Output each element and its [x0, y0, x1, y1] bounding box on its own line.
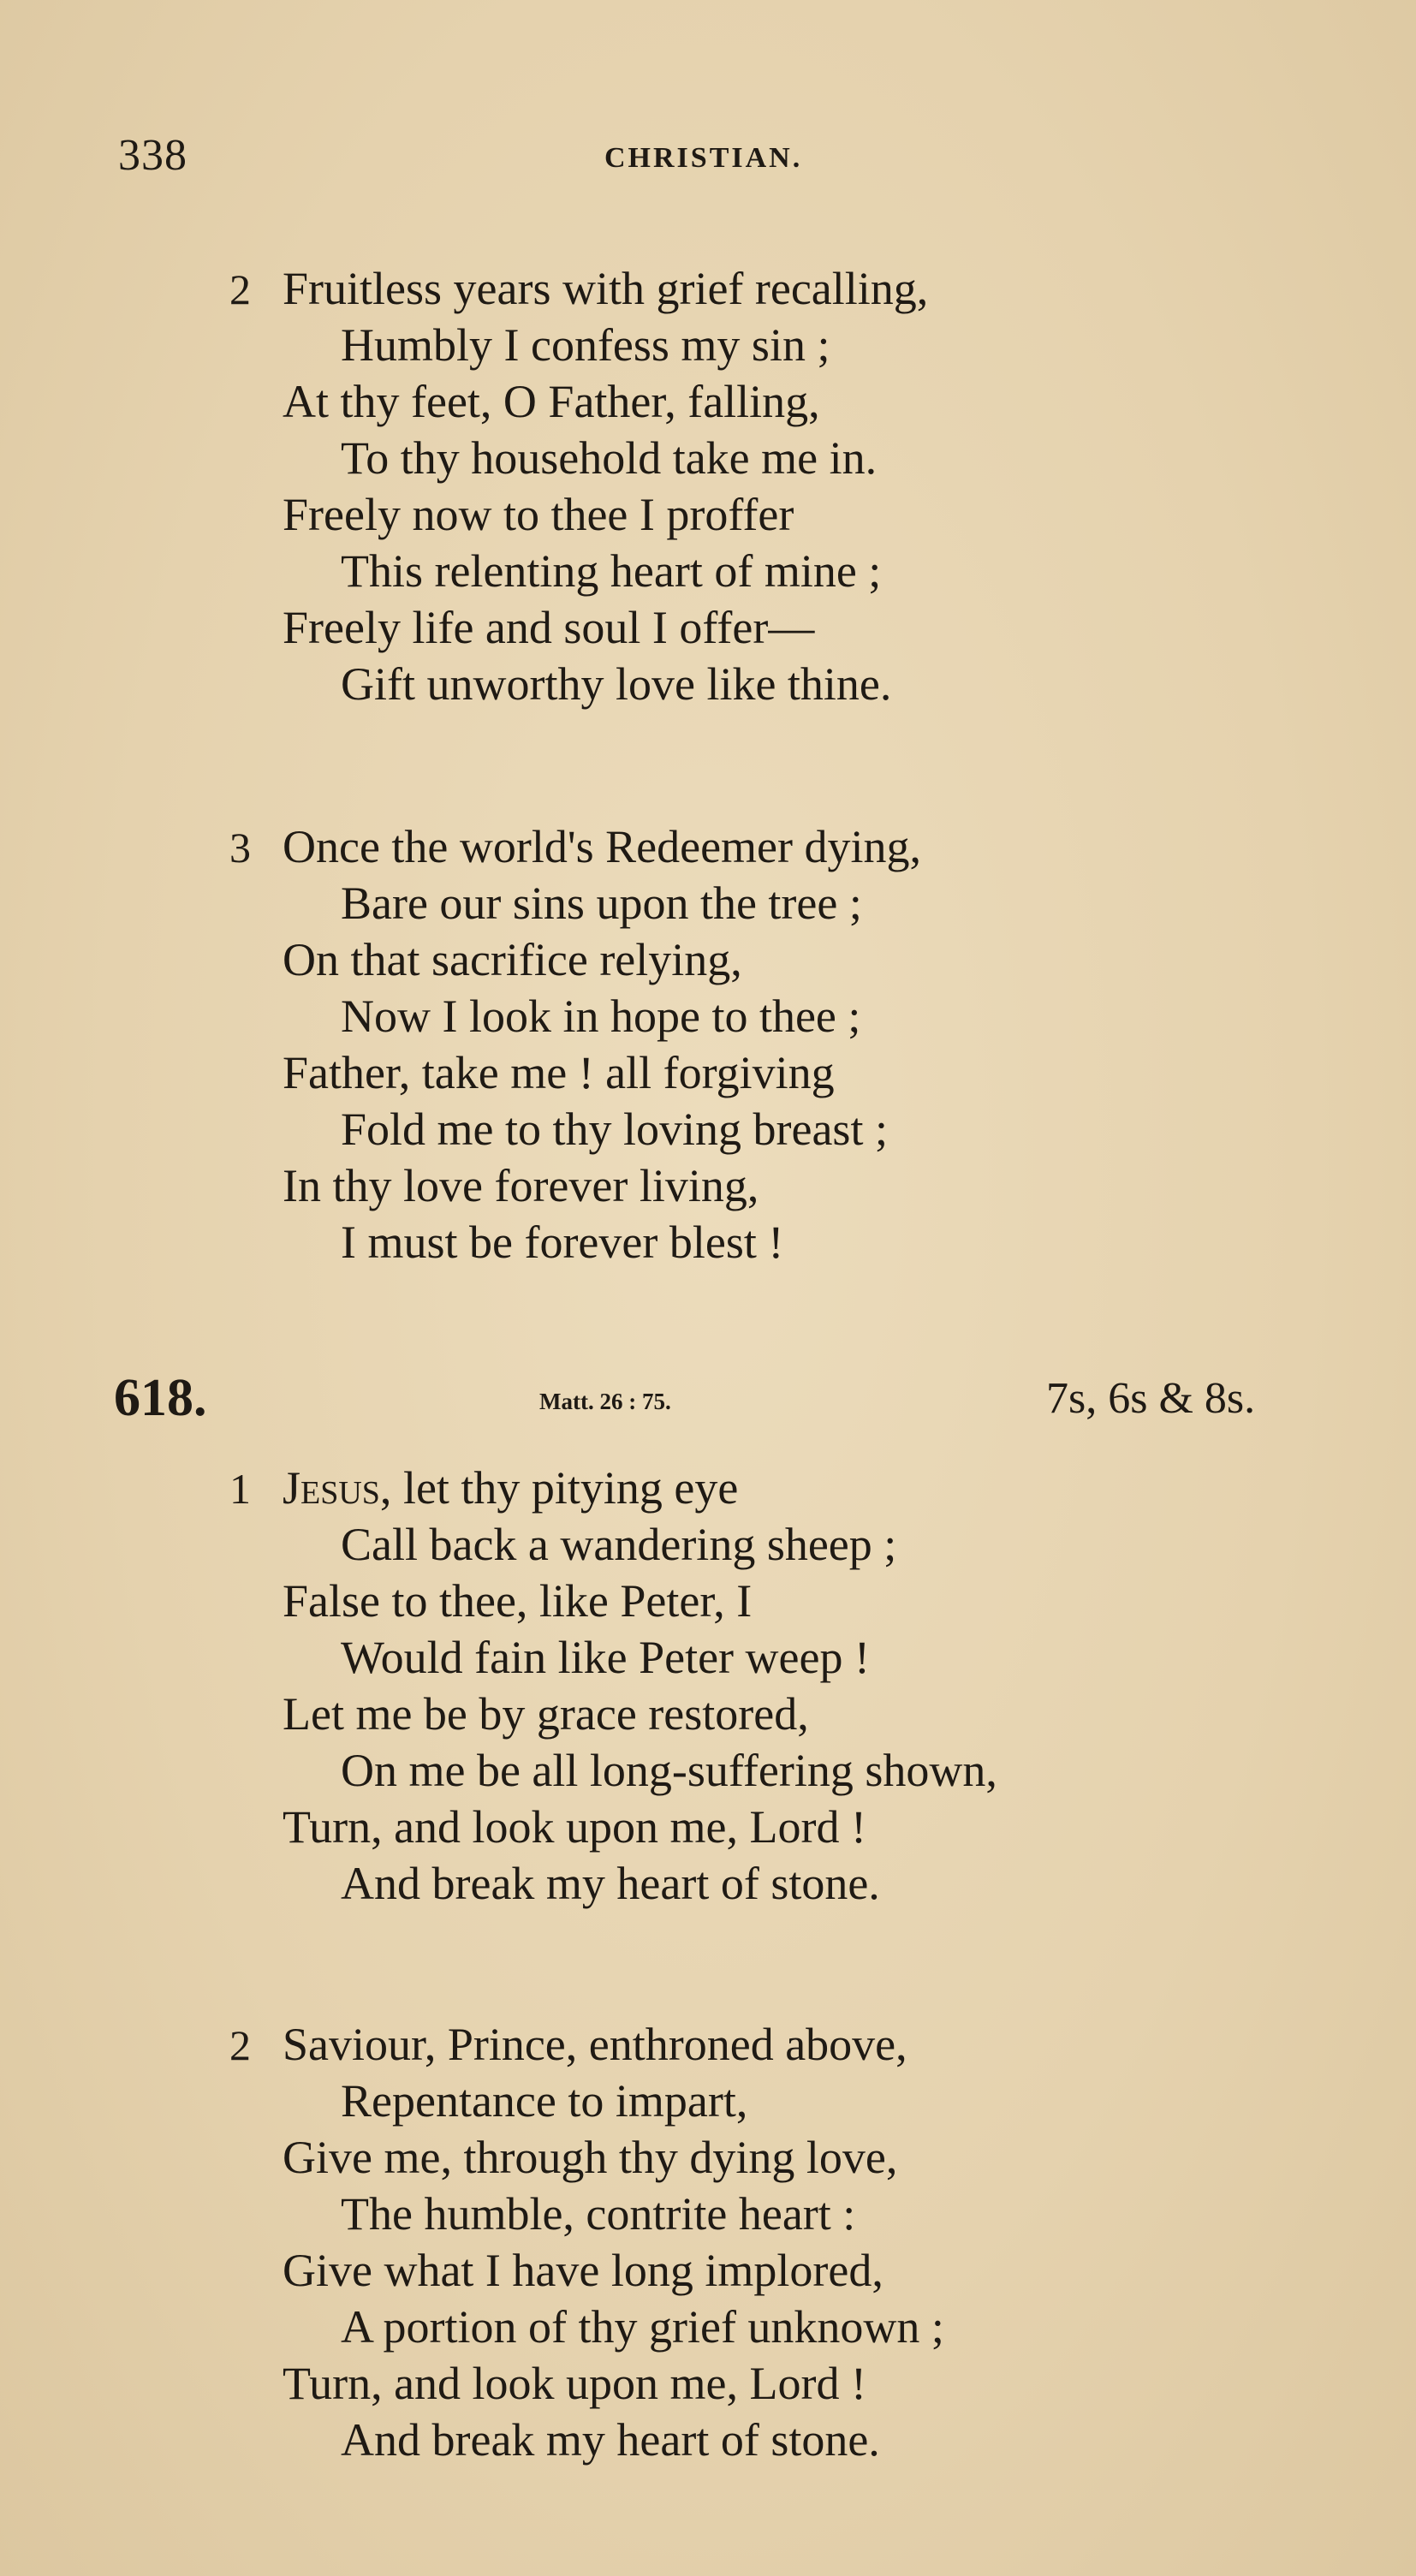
verse-line: Gift unworthy love like thine. [341, 658, 892, 710]
verse-line: On me be all long-suffering shown, [341, 1745, 997, 1796]
page-number: 338 [118, 131, 187, 180]
verse-line: I must be forever blest ! [341, 1217, 784, 1268]
verse-line: Saviour, Prince, enthroned above, [283, 2019, 907, 2070]
verse-line: And break my heart of stone. [341, 2414, 880, 2466]
verse-line: In thy love forever living, [283, 1160, 759, 1211]
verse-line: This relenting heart of mine ; [341, 545, 882, 597]
verse-line: Would fain like Peter weep ! [341, 1632, 870, 1683]
verse-line: Give what I have long implored, [283, 2245, 884, 2296]
first-line-rest: let thy pitying eye [391, 1462, 739, 1514]
verse-line: At thy feet, O Father, falling, [283, 376, 820, 427]
verse-line: Turn, and look upon me, Lord ! [283, 1801, 866, 1853]
verse-line: Freely life and soul I offer— [283, 602, 815, 653]
verse-line: Fold me to thy loving breast ; [341, 1104, 888, 1155]
stanza-number: 2 [229, 2021, 251, 2069]
verse-line: And break my heart of stone. [341, 1858, 880, 1909]
verse-line: Give me, through thy dying love, [283, 2132, 898, 2183]
stanza-number: 3 [229, 824, 251, 872]
stanza-number: 2 [229, 265, 251, 313]
verse-line: Repentance to impart, [341, 2075, 748, 2127]
running-title: CHRISTIAN. [604, 142, 803, 174]
verse-line: Once the world's Redeemer dying, [283, 821, 922, 872]
verse-line: Turn, and look upon me, Lord ! [283, 2358, 866, 2409]
verse-line: To thy household take me in. [341, 432, 878, 484]
verse-line: Now I look in hope to thee ; [341, 991, 861, 1042]
verse-line-first [283, 1460, 738, 1516]
stanza-number: 1 [229, 1465, 251, 1513]
hymn-number: 618. [114, 1369, 207, 1427]
scripture-reference: Matt. 26 : 75. [539, 1389, 671, 1414]
verse-line: Fruitless years with grief recalling, [283, 263, 929, 314]
verse-line: False to thee, like Peter, I [283, 1575, 753, 1627]
verse-line: The humble, contrite heart : [341, 2188, 856, 2240]
verse-line: Freely now to thee I proffer [283, 489, 794, 540]
first-word: Jesus, [283, 1462, 392, 1514]
verse-line: Humbly I confess my sin ; [341, 319, 830, 371]
verse-line: Father, take me ! all forgiving [283, 1047, 835, 1098]
verse-line: On that sacrifice relying, [283, 934, 742, 985]
hymn-meter: 7s, 6s & 8s. [1046, 1374, 1256, 1423]
verse-line: A portion of thy grief unknown ; [341, 2301, 944, 2353]
verse-line: Let me be by grace restored, [283, 1688, 809, 1740]
verse-line: Call back a wandering sheep ; [341, 1519, 897, 1570]
verse-line: Bare our sins upon the tree ; [341, 878, 862, 929]
